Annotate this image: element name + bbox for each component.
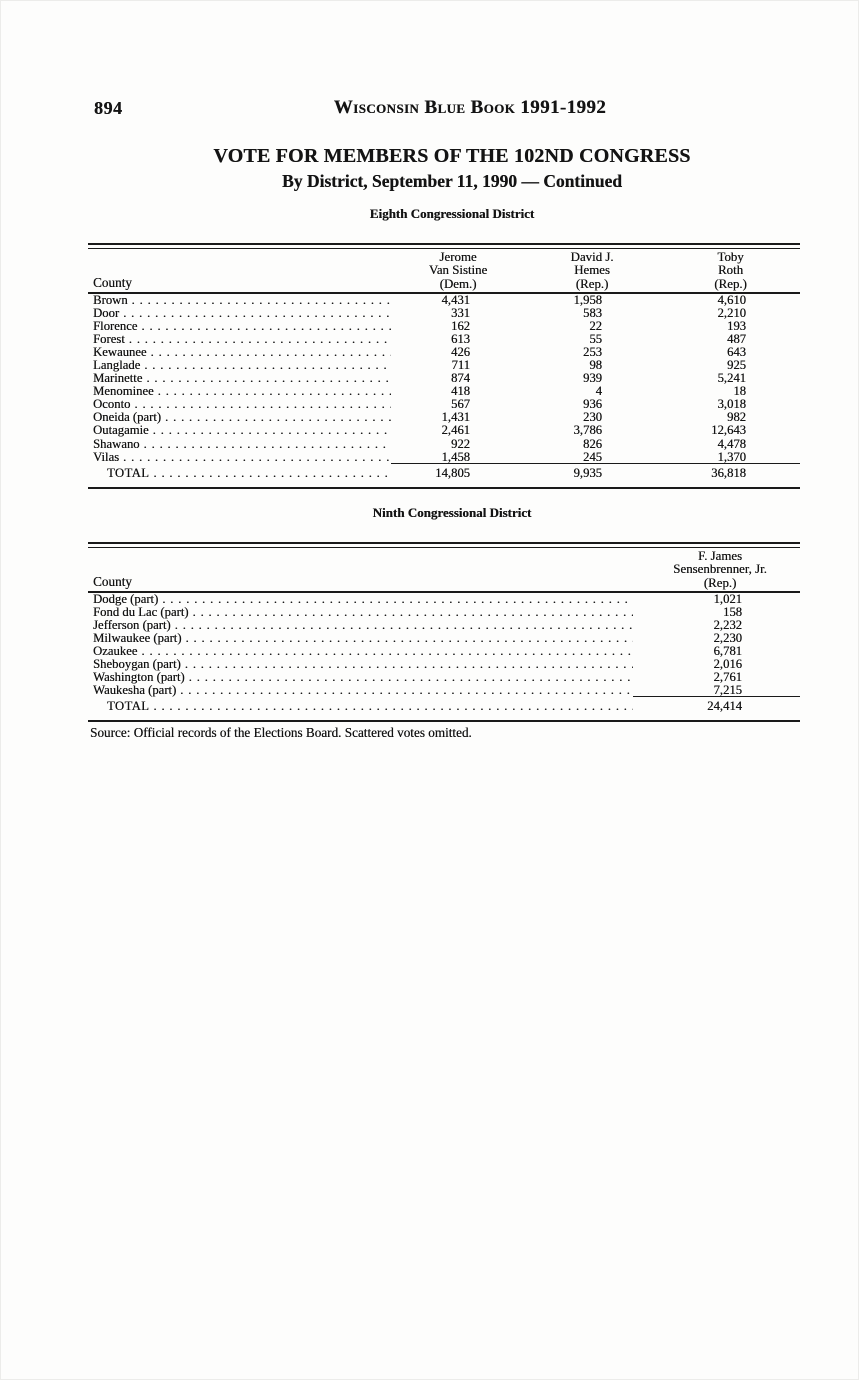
candidate-name-line: Sensenbrenner, Jr. [673,562,767,577]
candidate-party: (Rep.) [714,276,747,291]
county-cell [88,451,391,464]
dot-leader [158,385,391,398]
vote-count-hemes: 4 [595,384,602,399]
county-name: Door [93,306,120,321]
county-name: Kewaunee [93,345,147,360]
total-votes-sensenbrenner: 24,414 [707,699,742,714]
vote-count-hemes: 98 [589,358,602,373]
table-body [88,294,800,464]
table-row [88,307,800,320]
table-row [88,658,800,671]
vote-count-roth: 2,210 [717,306,746,321]
total-label-cell [88,464,391,484]
vote-count-roth: 1,370 [717,449,746,464]
total-label: TOTAL [107,465,150,480]
dot-leader [144,438,391,451]
table-body [88,593,800,697]
vote-count-hemes: 583 [582,306,602,321]
vote-count-van-sistine: 613 [450,332,470,347]
district-heading-eighth: Eighth Congressional District [369,206,535,221]
candidate-name-line: F. James [697,548,743,563]
table-total-row [88,697,800,717]
vote-count-hemes: 245 [582,449,602,464]
county-name: Waukesha (part) [93,683,177,698]
vote-count-roth: 925 [726,358,746,373]
dot-leader [162,593,633,606]
page-title: VOTE FOR MEMBERS OF THE 102ND CONGRESS [213,145,691,167]
county-name: Oneida (part) [93,410,161,425]
county-name: Milwaukee (part) [93,631,182,646]
table-row [88,346,800,359]
county-name: Langlade [93,358,141,373]
table-row [88,684,800,697]
vote-count-roth: 3,018 [717,397,746,412]
vote-count-van-sistine: 162 [450,319,470,334]
county-cell [88,385,391,398]
county-name: Menominee [93,384,154,399]
vote-count-sensenbrenner: 158 [722,605,742,620]
vote-count-sensenbrenner: 2,016 [713,657,742,672]
vote-count-van-sistine: 922 [450,436,470,451]
dot-leader [132,294,391,307]
dot-leader [129,333,391,346]
total-votes-roth: 36,818 [711,465,746,480]
vote-count-van-sistine: 1,458 [441,449,470,464]
vote-count-hemes: 939 [582,371,602,386]
county-name: Shawano [93,436,140,451]
column-header-candidate-sensenbrenner [640,550,800,590]
page-number: 894 [94,98,123,118]
vote-count-hemes: 3,786 [573,423,602,438]
vote-count-roth: 643 [726,345,746,360]
candidate-party: (Rep.) [575,276,609,291]
county-cell [88,424,391,437]
vote-count-hemes: 22 [589,319,602,334]
dot-leader [153,424,391,437]
page-subtitle: By District, September 11, 1990 — Continued [282,171,622,191]
vote-count-hemes: 826 [582,436,602,451]
column-header-candidate-roth [661,251,800,291]
table-row [88,385,800,398]
vote-count-roth: 4,478 [717,436,746,451]
vote-count-hemes: 1,958 [573,293,602,307]
vote-count-van-sistine: 418 [450,384,470,399]
dot-leader [185,632,633,645]
vote-count-roth: 5,241 [717,371,746,386]
vote-count-van-sistine: 567 [450,397,470,412]
district-heading-ninth: Ninth Congressional District [372,505,532,520]
total-label: TOTAL [107,699,150,714]
total-votes-hemes: 9,935 [573,465,602,480]
county-name: Washington (part) [93,670,185,685]
dot-leader [185,658,633,671]
vote-count-sensenbrenner: 7,215 [633,684,800,697]
column-header-candidate-van-sistine [393,251,523,291]
dot-leader [189,671,633,684]
vote-count-van-sistine: 711 [451,358,470,373]
county-cell [88,684,633,697]
candidate-party: (Dem.) [439,276,477,291]
vote-count-hemes: 230 [582,410,602,425]
county-cell [88,632,633,645]
vote-count-sensenbrenner: 1,021 [713,592,742,606]
vote-count-sensenbrenner: 2,230 [713,631,742,646]
total-votes-van-sistine: 14,805 [435,465,470,480]
dot-leader [144,359,391,372]
vote-count-roth: 193 [726,319,746,334]
source-note: Source: Official records of the Elections Board. Scattered votes omitted. [90,725,472,740]
column-header-county: County [93,275,132,290]
candidate-name-line: Toby [717,249,744,264]
vote-count-van-sistine: 2,461 [441,423,470,438]
table-total-row [88,464,800,484]
candidate-party: (Rep.) [703,575,737,590]
table-row [88,372,800,385]
county-name: Vilas [93,449,120,464]
table-row [88,424,800,437]
table-header-row [88,249,800,294]
candidate-name-line: David J. [570,249,614,264]
county-name: Marinette [93,371,143,386]
running-head [88,97,800,119]
county-cell [88,438,391,451]
dot-leader [151,346,391,359]
county-name: Jefferson (part) [93,618,171,633]
table-row [88,333,800,346]
vote-cells [391,451,800,464]
candidate-name-line: Jerome [439,249,477,264]
table-row [88,671,800,684]
county-cell [88,320,391,333]
table-row [88,438,800,451]
candidate-name-line: Hemes [574,263,610,278]
vote-count-van-sistine: 4,431 [441,293,470,307]
vote-count-roth: 4,610 [717,293,746,307]
dot-leader [192,606,633,619]
county-name: Ozaukee [93,644,138,659]
dot-leader [141,320,391,333]
dot-leader [153,697,633,717]
table-bottom-rule [88,487,800,489]
vote-count-roth: 487 [726,332,746,347]
vote-count-roth: 18 [733,384,746,399]
table-header-row [88,548,800,593]
vote-count-hemes: 55 [589,332,602,347]
vote-cells [391,438,800,451]
dot-leader [175,619,633,632]
table-row [88,619,800,632]
vote-count-van-sistine: 874 [450,371,470,386]
table-row [88,294,800,307]
dot-leader [123,451,391,464]
vote-count-roth: 12,643 [711,423,746,438]
vote-count-hemes: 253 [582,345,602,360]
dot-leader [141,645,633,658]
county-name: Sheboygan (part) [93,657,181,672]
table-row [88,606,800,619]
table-bottom-rule [88,720,800,722]
dot-leader [153,464,391,484]
candidate-name-line: Roth [717,263,744,278]
dot-leader [134,398,391,411]
total-label-cell [88,697,633,717]
county-name: Fond du Lac (part) [93,605,189,620]
dot-leader [123,307,391,320]
vote-count-sensenbrenner: 2,232 [713,618,742,633]
county-name: Oconto [93,397,131,412]
vote-count-van-sistine: 331 [450,306,470,321]
county-name: Florence [93,319,138,334]
county-name: Brown [93,293,128,307]
dot-leader [180,684,633,697]
table-row [88,320,800,333]
table-row [88,632,800,645]
county-name: Forest [93,332,125,347]
vote-count-roth: 982 [726,410,746,425]
county-name: Outagamie [93,423,149,438]
candidate-name-line: Van Sistine [428,263,488,278]
table-row [88,451,800,464]
book-title: Wisconsin Blue Book 1991-1992 [333,97,607,118]
vote-count-hemes: 936 [582,397,602,412]
dot-leader [165,411,391,424]
table-row [88,645,800,658]
column-header-county: County [93,574,132,589]
vote-count-van-sistine: 1,431 [441,410,470,425]
county-cell [88,294,391,307]
column-header-candidate-hemes [523,251,661,291]
total-vote-cells [391,464,800,484]
vote-table-eighth-district [88,243,800,489]
vote-cells [391,424,800,437]
county-name: Dodge (part) [93,592,159,606]
vote-table-ninth-district [88,542,800,722]
table-row [88,359,800,372]
table-row [88,593,800,606]
vote-count-van-sistine: 426 [450,345,470,360]
vote-count-sensenbrenner: 6,781 [713,644,742,659]
dot-leader [146,372,391,385]
vote-count-sensenbrenner: 2,761 [713,670,742,685]
